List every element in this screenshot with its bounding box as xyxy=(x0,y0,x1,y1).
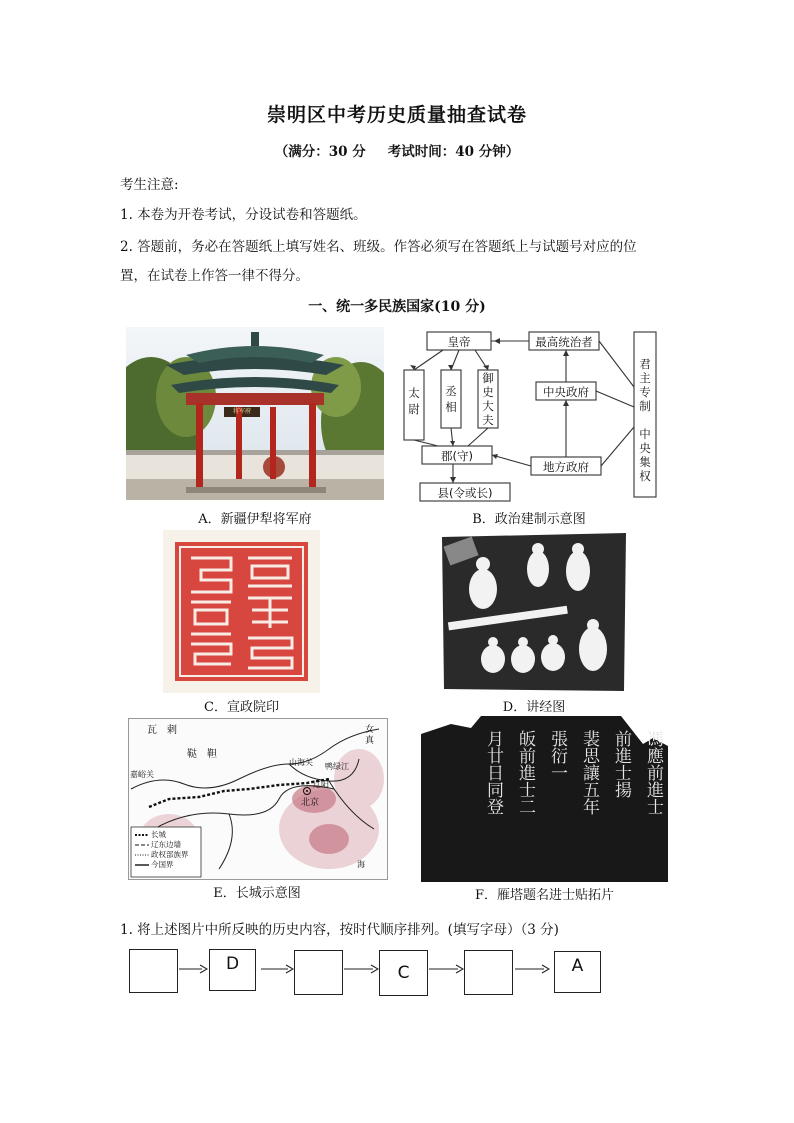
map-label-liaoyang: 辽阳 xyxy=(313,780,329,789)
node-side-2: 中 央 集 权 xyxy=(639,427,651,483)
page-title: 崇明区中考历史质量抽查试卷 xyxy=(266,104,527,126)
figure-b-diagram xyxy=(398,327,660,505)
figure-d-caption: D．讲经图 xyxy=(502,700,566,715)
figure-f-rubbing xyxy=(421,716,668,882)
figure-d-relief xyxy=(438,529,630,694)
rubbing-text: 馮應前進士 前進士揚 裴思讓五年 張衍一 皈前進士二 月廿日同登 xyxy=(483,730,663,815)
answer-box-3[interactable] xyxy=(294,950,343,995)
figure-c-caption: C．宣政院印 xyxy=(204,700,279,715)
map-label-beijing: 北京 xyxy=(301,798,320,808)
map-label-yalu: 鸭绿江 xyxy=(325,762,349,771)
node-supreme: 最高统治者 xyxy=(535,335,593,349)
node-xian: 县(令或长) xyxy=(437,486,493,500)
map-label-jiayuguan: 嘉峪关 xyxy=(130,770,154,779)
figure-e-map xyxy=(128,718,388,880)
node-taiwei: 太 尉 xyxy=(408,386,420,416)
map-label-nvzhen: 女 真 xyxy=(365,725,375,746)
map-label-shanhaiguan: 山海关 xyxy=(289,758,313,767)
figure-e-caption: E．长城示意图 xyxy=(213,886,301,901)
notice-heading: 考生注意: xyxy=(120,177,179,193)
arrow-1 xyxy=(178,962,208,976)
section-title: 一、统一多民族国家(10 分) xyxy=(308,299,486,315)
notice-item-2: 2. 答题前，务必在答题纸上填写姓名、班级。作答必须写在答题纸上与试题号对应的位 xyxy=(120,239,637,255)
exam-time: 考试时间：40 分钟） xyxy=(387,144,520,160)
map-legend: 长城 辽东边墙 政权部族界 今国界 xyxy=(151,830,189,869)
map-label-wala: 瓦 剌 xyxy=(147,725,177,736)
notice-item-2-cont: 置，在试卷上作答一律不得分。 xyxy=(120,268,309,284)
node-central: 中央政府 xyxy=(543,385,589,399)
arrow-3 xyxy=(343,962,379,976)
node-side-1: 君 主 专 制 xyxy=(639,357,651,413)
arrow-2 xyxy=(260,962,294,976)
figure-c-seal xyxy=(163,530,320,693)
answer-box-6[interactable]: A xyxy=(554,951,601,993)
figure-f-caption: F．雁塔题名进士贴拓片 xyxy=(474,888,615,903)
exam-subtitle xyxy=(0,140,794,160)
node-yushi: 御 史 大 夫 xyxy=(482,371,494,427)
answer-box-4[interactable]: C xyxy=(379,950,428,996)
answer-box-2[interactable]: D xyxy=(209,949,256,991)
figure-a-photo xyxy=(126,327,384,500)
map-label-sea: 海 xyxy=(357,860,365,869)
node-chengxiang: 丞 相 xyxy=(445,384,457,414)
figure-b-caption: B．政治建制示意图 xyxy=(472,512,586,527)
node-local: 地方政府 xyxy=(543,460,589,474)
notice-item-1: 1. 本卷为开卷考试，分设试卷和答题纸。 xyxy=(120,207,367,223)
arrow-4 xyxy=(428,962,464,976)
question-1: 1. 将上述图片中所反映的历史内容，按时代顺序排列。(填写字母）（3 分) xyxy=(120,922,559,938)
pavilion-plaque: 将军府 xyxy=(232,408,251,415)
node-jun: 郡(守) xyxy=(441,449,473,463)
full-score: （满分：30 分 xyxy=(274,144,366,160)
map-label-dada: 鞑 靼 xyxy=(187,749,217,760)
arrow-5 xyxy=(514,962,550,976)
figure-a-caption: A．新疆伊犁将军府 xyxy=(198,512,312,527)
answer-box-5[interactable] xyxy=(464,950,513,995)
answer-box-1[interactable] xyxy=(129,949,178,993)
node-emperor: 皇帝 xyxy=(447,335,471,349)
